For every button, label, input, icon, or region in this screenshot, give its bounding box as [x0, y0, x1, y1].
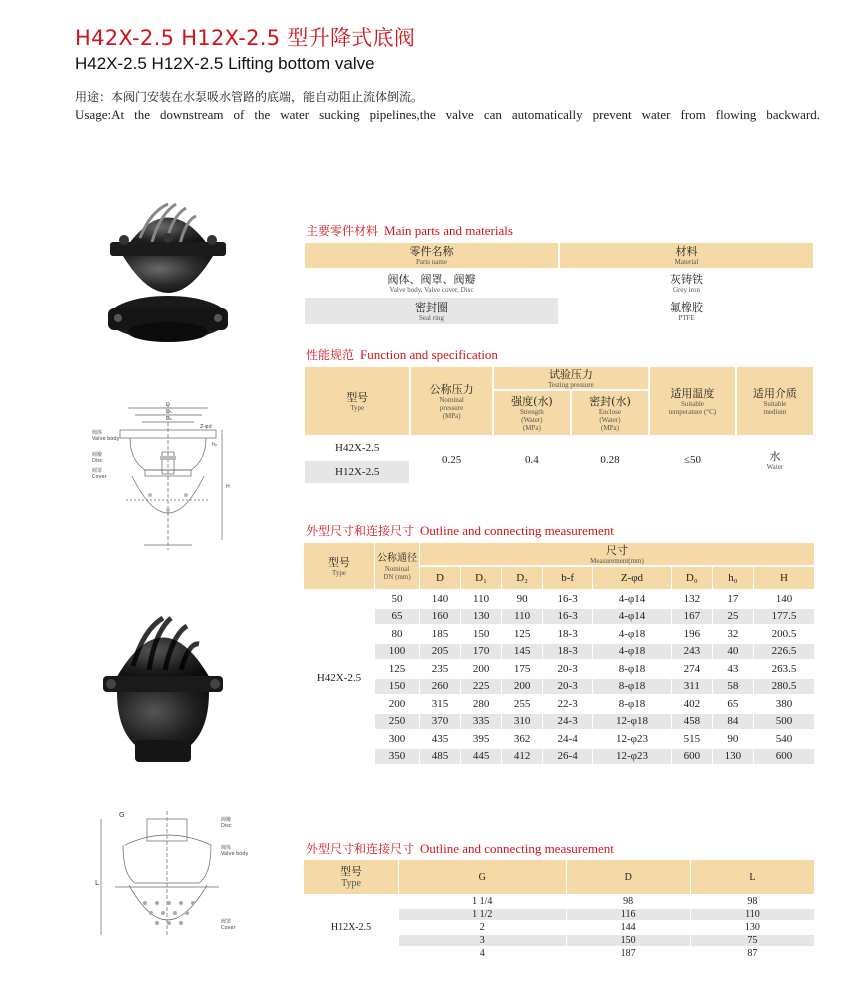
- table-cell: 8-φ18: [618, 697, 646, 710]
- table-cell: 150: [567, 935, 690, 946]
- table-row: [304, 749, 814, 765]
- svg-text:D: D: [166, 402, 170, 408]
- svg-text:H: H: [226, 484, 230, 490]
- func-header-nominal: 公称压力 Nominal pressure (MPa): [411, 367, 491, 435]
- table-cell: 16-3: [543, 609, 592, 625]
- table-cell: 250: [375, 714, 419, 730]
- svg-text:Z-φd: Z-φd: [200, 424, 212, 430]
- table-cell: 260: [420, 679, 460, 695]
- func-header-temp: 适用温度 Suitable temperature (°C): [650, 367, 735, 435]
- table-cell: 130: [713, 749, 753, 765]
- table-cell: 12-φ23: [615, 732, 648, 745]
- table-cell: 280: [472, 697, 490, 710]
- table-cell: 300: [388, 732, 406, 745]
- func-header-enclose: 密封(水) Enclose (Water) (MPa): [572, 391, 648, 435]
- table-cell: 395: [472, 732, 490, 745]
- table-cell: 150: [472, 627, 490, 640]
- table-cell: 50: [391, 592, 403, 605]
- table-cell: 485: [420, 749, 460, 765]
- table-cell: 600: [672, 749, 712, 765]
- table-cell: 435: [431, 732, 449, 745]
- svg-text:阀体: 阀体: [92, 430, 103, 436]
- page-title-zh: H42X-2.5 H12X-2.5 型升降式底阀: [75, 26, 416, 50]
- table-cell: 205: [420, 644, 460, 660]
- table-cell: 200: [502, 679, 542, 695]
- table-cell: 18-3: [557, 627, 578, 640]
- threaded-valve-diagram: [95, 805, 249, 945]
- table-cell: 370: [420, 714, 460, 730]
- table-cell: 200.5: [771, 627, 797, 640]
- table-cell: 26-4: [543, 749, 592, 765]
- table-cell: 80: [391, 627, 403, 640]
- table-cell: 350: [375, 749, 419, 765]
- table-cell: 65: [375, 609, 419, 625]
- table-cell: 24-4: [557, 732, 578, 745]
- func-header-strength: 强度(水) Strength (Water) (MPa): [494, 391, 570, 435]
- table-cell: 100: [375, 644, 419, 660]
- table-cell: 500: [754, 714, 814, 730]
- table-cell: 600: [754, 749, 814, 765]
- outline1-model-cell: H42X-2.5: [316, 671, 362, 684]
- func-header-medium: 适用介质 Suitable medium: [737, 367, 813, 435]
- flanged-valve-photo: [88, 190, 248, 365]
- table-row: H12X-2.5: [305, 461, 813, 483]
- table-cell: 110: [502, 609, 542, 625]
- table-cell: 87: [747, 948, 758, 959]
- svg-text:Disc: Disc: [221, 823, 232, 829]
- table-cell: 132: [683, 592, 701, 605]
- function-section-title: 性能规范 Function and specification: [306, 347, 498, 362]
- table-cell: 65: [727, 697, 739, 710]
- table-cell: 110: [691, 909, 814, 920]
- table-row: 密封圈 Seal ring 氟橡胶 PTFE: [305, 298, 813, 324]
- table-cell: 125: [388, 662, 406, 675]
- table-cell: 32: [727, 627, 739, 640]
- table-row: [304, 679, 814, 695]
- flanged-valve-diagram: [90, 400, 240, 560]
- table-cell: 540: [775, 732, 793, 745]
- table-cell: 274: [683, 662, 701, 675]
- outline1-table: [303, 541, 815, 766]
- table-cell: 24-3: [543, 714, 592, 730]
- table-cell: 12-φ23: [593, 749, 671, 765]
- table-cell: 1 1/4: [472, 896, 493, 907]
- parts-header-material: 材料 Material: [560, 243, 813, 268]
- table-cell: 4-φ18: [618, 627, 646, 640]
- outline1-header-model: 型号 Type: [304, 543, 374, 589]
- table-cell: 380: [775, 697, 793, 710]
- table-cell: 3: [399, 935, 566, 946]
- svg-text:Cover: Cover: [92, 474, 107, 480]
- svg-text:Valve body: Valve body: [92, 436, 120, 442]
- usage-text-en: Usage:At the downstream of the water sucking pipelines,the valve can automatically prevent water from flowing backward.: [75, 107, 820, 122]
- outline1-col-header: D₀: [672, 567, 712, 589]
- page-title-en: H42X-2.5 H12X-2.5 Lifting bottom valve: [75, 54, 375, 73]
- outline2-col-header: D: [567, 860, 690, 894]
- table-row: [304, 896, 814, 907]
- table-cell: 226.5: [754, 644, 814, 660]
- svg-text:阀罩: 阀罩: [221, 919, 232, 925]
- table-cell: 8-φ18: [618, 662, 646, 675]
- svg-text:D₂: D₂: [166, 416, 172, 422]
- table-cell: 145: [502, 644, 542, 660]
- table-cell: 110: [473, 592, 490, 605]
- table-cell: 140: [775, 592, 793, 605]
- table-cell: 40: [713, 644, 753, 660]
- table-row: [304, 644, 814, 660]
- table-cell: 4-φ14: [593, 609, 671, 625]
- table-cell: 315: [431, 697, 449, 710]
- table-cell: 310: [502, 714, 542, 730]
- svg-text:Disc: Disc: [92, 458, 103, 464]
- table-cell: 43: [727, 662, 739, 675]
- table-cell: 25: [713, 609, 753, 625]
- outline2-section-title: 外型尺寸和连接尺寸 Outline and connecting measurement: [306, 841, 614, 856]
- table-cell: 402: [683, 697, 701, 710]
- table-row: [304, 696, 814, 712]
- table-cell: 130: [744, 922, 760, 933]
- svg-text:G: G: [119, 811, 125, 819]
- table-cell: 175: [513, 662, 531, 675]
- table-cell: 98: [623, 896, 634, 907]
- table-cell: 90: [727, 732, 739, 745]
- table-cell: 445: [461, 749, 501, 765]
- table-cell: 84: [713, 714, 753, 730]
- svg-text:阀瓣: 阀瓣: [221, 817, 232, 823]
- table-cell: 2: [479, 922, 485, 933]
- func-header-model: 型号 Type: [305, 367, 409, 435]
- table-cell: 20-3: [557, 662, 578, 675]
- function-table: [303, 365, 815, 485]
- table-cell: 311: [672, 679, 712, 695]
- table-cell: 263.5: [771, 662, 797, 675]
- func-header-testing: 试验压力 Testing pressure: [494, 367, 648, 389]
- svg-text:D₁: D₁: [166, 409, 172, 415]
- svg-text:h₀: h₀: [212, 442, 218, 448]
- table-cell: 458: [672, 714, 712, 730]
- table-cell: 225: [461, 679, 501, 695]
- table-cell: 177.5: [754, 609, 814, 625]
- outline2-model-cell: H12X-2.5: [330, 922, 372, 933]
- table-cell: 8-φ18: [593, 679, 671, 695]
- table-cell: 116: [567, 909, 690, 920]
- table-cell: 4: [479, 948, 485, 959]
- table-cell: 16-3: [557, 592, 578, 605]
- table-row: [304, 661, 814, 677]
- table-cell: 167: [672, 609, 712, 625]
- outline1-col-header: b-f: [543, 567, 592, 589]
- table-cell: 12-φ18: [593, 714, 671, 730]
- table-cell: 140: [431, 592, 449, 605]
- outline1-header-size: 尺寸 Measurement(mm): [420, 543, 814, 565]
- table-cell: 235: [431, 662, 449, 675]
- table-row: [304, 731, 814, 747]
- table-cell: 185: [431, 627, 449, 640]
- outline1-section-title: 外型尺寸和连接尺寸 Outline and connecting measurement: [306, 523, 614, 538]
- table-cell: 144: [620, 922, 636, 933]
- table-cell: 18-3: [543, 644, 592, 660]
- table-cell: 187: [620, 948, 636, 959]
- outline2-table: [303, 858, 815, 961]
- parts-header-name: 零件名称 Parts name: [305, 243, 558, 268]
- outline1-col-header: D₁: [461, 567, 501, 589]
- parts-table: [303, 241, 815, 326]
- outline2-header-model: 型号 Type: [304, 860, 398, 894]
- table-cell: 4-φ18: [593, 644, 671, 660]
- table-cell: 1 1/2: [399, 909, 566, 920]
- table-cell: 58: [713, 679, 753, 695]
- outline1-col-header: Z-φd: [593, 567, 671, 589]
- table-cell: 255: [513, 697, 531, 710]
- svg-text:阀体: 阀体: [221, 845, 232, 851]
- svg-text:L: L: [95, 879, 99, 887]
- table-row: [304, 609, 814, 625]
- table-cell: 75: [691, 935, 814, 946]
- table-cell: 160: [420, 609, 460, 625]
- table-cell: 98: [747, 896, 758, 907]
- table-cell: 412: [502, 749, 542, 765]
- table-cell: 515: [683, 732, 701, 745]
- table-cell: 4-φ14: [618, 592, 646, 605]
- outline1-col-header: D: [420, 567, 460, 589]
- table-cell: 280.5: [754, 679, 814, 695]
- table-cell: 243: [672, 644, 712, 660]
- table-cell: 125: [513, 627, 531, 640]
- table-cell: 20-3: [543, 679, 592, 695]
- table-row: 阀体、阀罩、阀瓣 Valve body, Valve cover, Disc 灰铸铁 Grey iron: [387, 272, 703, 294]
- table-cell: 196: [683, 627, 701, 640]
- outline1-header-dn: 公称通径 Nominal DN (mm): [375, 543, 419, 589]
- table-cell: 22-3: [557, 697, 578, 710]
- table-cell: 17: [727, 592, 739, 605]
- table-row: [304, 591, 814, 607]
- outline1-col-header: h₀: [713, 567, 753, 589]
- svg-text:Cover: Cover: [221, 925, 236, 931]
- table-row: H42X-2.5 0.25 0.4 0.28 ≤50 水 Water: [335, 442, 784, 471]
- usage-text-zh: 用途：本阀门安装在水泵吸水管路的底端，能自动阻止流体倒流。: [75, 90, 424, 104]
- outline1-col-header: H: [754, 567, 814, 589]
- table-cell: 90: [516, 592, 528, 605]
- table-cell: 200: [472, 662, 490, 675]
- outline2-col-header: G: [399, 860, 566, 894]
- threaded-valve-photo: [93, 600, 233, 775]
- outline1-col-header: D₂: [502, 567, 542, 589]
- table-cell: 362: [513, 732, 531, 745]
- table-cell: 150: [375, 679, 419, 695]
- parts-section-title: 主要零件材料 Main parts and materials: [306, 223, 513, 238]
- table-cell: 200: [388, 697, 406, 710]
- table-row: [304, 626, 814, 642]
- outline2-col-header: L: [691, 860, 814, 894]
- table-row: [304, 714, 814, 730]
- svg-text:阀罩: 阀罩: [92, 468, 103, 474]
- svg-text:Valve body: Valve body: [221, 851, 249, 857]
- svg-text:阀瓣: 阀瓣: [92, 452, 103, 458]
- table-cell: 335: [461, 714, 501, 730]
- table-cell: 130: [461, 609, 501, 625]
- table-cell: 170: [461, 644, 501, 660]
